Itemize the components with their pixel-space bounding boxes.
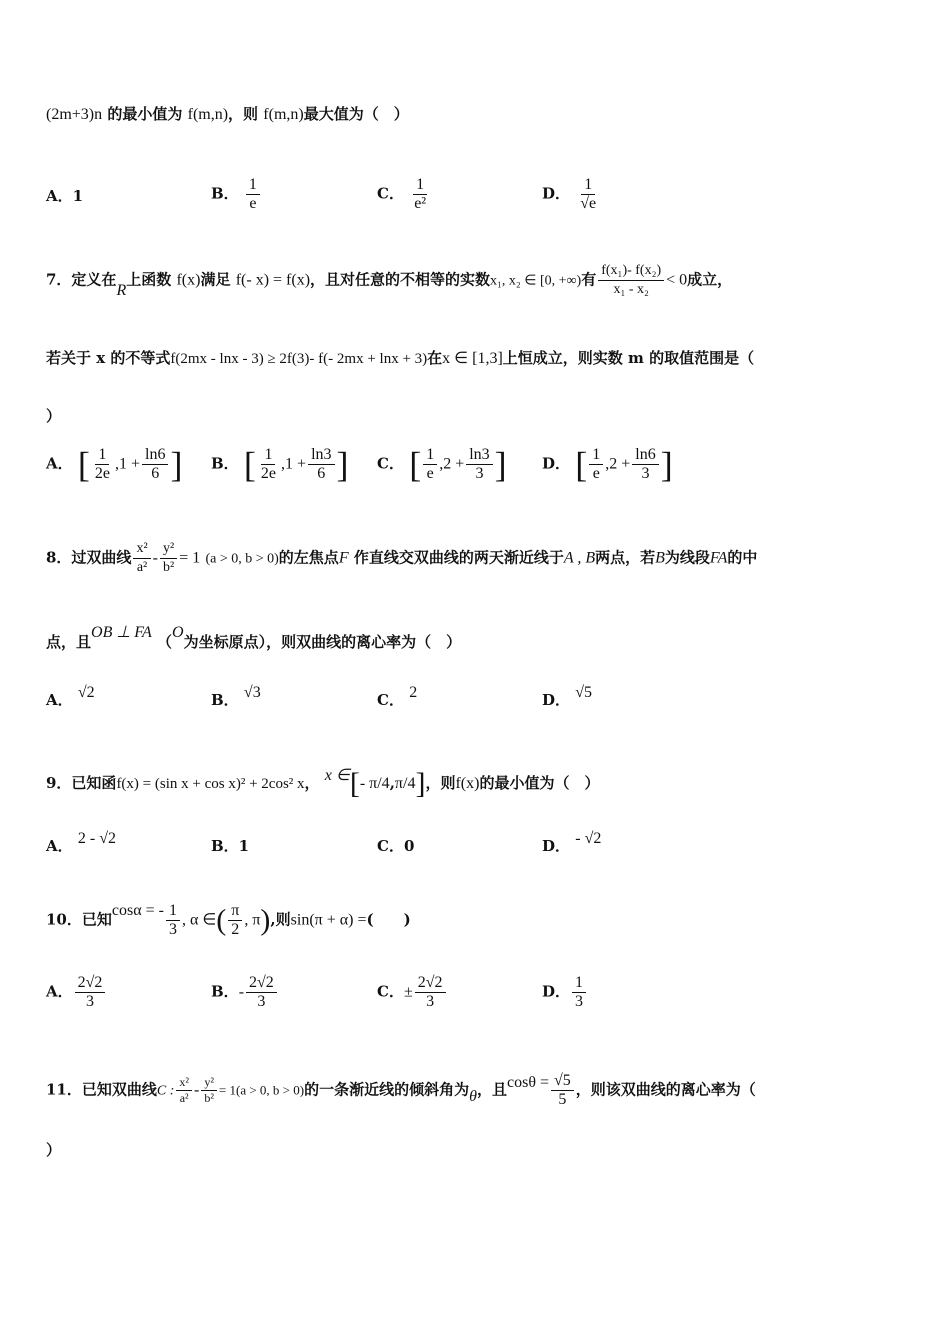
q7-stem-line1 [46, 262, 910, 299]
q7-f: f(x) [176, 271, 201, 289]
mid: ,1 + [114, 455, 141, 473]
frac [632, 446, 658, 483]
frac-num: 1 [413, 176, 427, 195]
frac-den: 6 [151, 465, 160, 482]
q6-expr3: f(m,n) [263, 106, 304, 123]
q6-stem [46, 104, 910, 125]
q8-option-b-value: √3 [243, 684, 261, 701]
minus: - [152, 549, 158, 567]
mid: ,2 + [605, 455, 631, 473]
q8-perp: OB ⊥ FA [91, 624, 152, 641]
q7-text5: 成立， [687, 270, 733, 289]
q7-range: x ∈ [1,3] [442, 350, 503, 367]
frac-den: √e [580, 195, 597, 212]
q8-option-d[interactable] [542, 684, 593, 711]
q10-option-c-label: C． [377, 982, 404, 1001]
q7-stem-line2 [46, 348, 910, 369]
frac [92, 446, 113, 483]
q9-option-d-value: - √2 [575, 830, 602, 847]
frac [75, 974, 106, 1011]
frac-den: a² [179, 1091, 189, 1105]
q8-option-c-value: 2 [409, 684, 418, 701]
q7-text1: 上函数 [126, 270, 172, 289]
frac-den: a² [136, 560, 148, 575]
frac-num: 1 [246, 176, 260, 195]
q6-text3: 最大值为（ ） [303, 105, 409, 123]
q11-theta: θ [469, 1087, 477, 1105]
frac [423, 446, 437, 483]
q10-option-d-label: D． [542, 982, 571, 1001]
frac [572, 974, 586, 1011]
frac-num: ln3 [308, 446, 334, 465]
hyperbola-x-frac [133, 540, 150, 577]
frac-den: e [592, 465, 600, 482]
q7-option-b-label: B． [211, 454, 239, 473]
q7-line2-b: 在 [427, 349, 443, 367]
right-bracket: ] [336, 444, 349, 485]
q8-stem-line2 [46, 624, 910, 653]
q7-text3: ，且对任意的不相等的实数 [310, 270, 491, 289]
frac [142, 446, 168, 483]
left-bracket: [ [77, 444, 90, 485]
q7-option-a-label: A． [46, 454, 73, 473]
left-paren: ( [216, 903, 227, 937]
q9-number: 9．已知函 [46, 774, 117, 792]
hyperbola-y-frac [201, 1075, 217, 1106]
q6-option-b-label: B． [211, 184, 239, 203]
frac-num: 2√2 [246, 974, 277, 993]
q10-option-c-sign: ± [403, 983, 413, 1001]
q9-sep: ， [304, 774, 320, 792]
q10-text2: ( ) [366, 910, 411, 929]
left-bracket: [ [349, 767, 360, 800]
q11-C: C : [156, 1083, 175, 1099]
q8-text2: 作直线交双曲线的两天渐近线于 [353, 548, 564, 567]
mid: ,1 + [281, 455, 307, 473]
q8-text5: 的中 [727, 548, 758, 567]
q8-F: F [338, 549, 349, 567]
frac-num: 1 [423, 446, 437, 465]
frac-den: e [249, 195, 257, 212]
frac-den: 3 [575, 993, 584, 1010]
frac-num: 1 [95, 446, 109, 465]
frac-num: f(x₁)- f(x₂) [598, 262, 664, 281]
frac-den: 3 [641, 465, 650, 482]
q8-text3: 两点，若 [595, 548, 656, 567]
frac-den: 5 [558, 1091, 567, 1108]
q9-option-a-label: A． [46, 837, 73, 855]
q8-AB: A , B [563, 549, 596, 567]
q6-option-d[interactable] [542, 176, 601, 213]
frac [258, 446, 279, 483]
q9-upper: π/4 [394, 775, 416, 792]
q7-option-d-label: D． [542, 454, 571, 473]
q6-option-d-frac [577, 176, 599, 213]
left-bracket: [ [243, 444, 256, 485]
q6-expr2: f(m,n) [187, 106, 229, 123]
frac-den: 3 [257, 993, 266, 1010]
frac-num: 2√2 [75, 974, 106, 993]
minus: - [193, 1081, 200, 1099]
frac-num: 1 [581, 176, 595, 195]
q10-number: 10．已知 [46, 910, 112, 929]
frac-den: 2e [260, 465, 277, 482]
q10-option-b[interactable] [211, 974, 279, 1011]
q6-expr1: (2m+3)n [46, 106, 103, 123]
frac-num: 2√2 [415, 974, 446, 993]
frac [308, 446, 334, 483]
q7-option-c[interactable] [377, 446, 507, 483]
q7-ineq: f(2mx - lnx - 3) ≥ 2f(3)- f(- 2mx + lnx + 3) [170, 351, 428, 367]
q8-option-b-label: B． [211, 691, 239, 709]
q7-number: 7．定义在 [46, 270, 117, 289]
q9-option-d-label: D． [542, 837, 571, 855]
q6-option-b-frac [246, 176, 260, 213]
frac-den: 3 [168, 921, 177, 938]
q8-option-a[interactable] [46, 684, 95, 711]
frac-den: 6 [317, 465, 326, 482]
q10-option-b-label: B． [211, 982, 239, 1001]
frac-den: 3 [475, 465, 484, 482]
q7-text2: 满足 [200, 270, 231, 289]
eq: = 1 [179, 549, 201, 567]
frac-den: 2 [231, 921, 240, 938]
frac [246, 974, 277, 1011]
hyperbola-x-frac [176, 1075, 192, 1106]
q8-text4: 为线段 [664, 548, 710, 567]
frac-den: e² [414, 195, 427, 212]
q7-option-c-label: C． [377, 454, 404, 473]
q9-text2: 的最小值为（ ） [479, 774, 600, 792]
right-paren: ) [260, 903, 271, 937]
q6-option-d-label: D． [542, 184, 571, 203]
q7-option-b[interactable] [211, 446, 349, 483]
q10-frac [166, 902, 180, 939]
q10-alpha: , α ∈ [181, 911, 217, 929]
q8-O: O [172, 624, 184, 641]
frac-num: π [228, 902, 242, 921]
q6-text1: 的最小值为 [107, 105, 183, 123]
q7-option-d[interactable] [542, 446, 673, 483]
q10-cos: cosα = - [111, 901, 164, 919]
q8-option-a-label: A． [46, 691, 73, 709]
q7-eq: f(- x) = f(x) [235, 271, 311, 289]
q8-option-b[interactable] [211, 684, 261, 711]
q11-text1: 的一条渐近线的倾斜角为 [304, 1080, 470, 1099]
frac-num: y² [160, 540, 177, 559]
q9-lower: - π/4 [359, 775, 390, 792]
frac-num: 1 [572, 974, 586, 993]
q10-pi: , π [244, 911, 261, 929]
frac-den: 3 [86, 993, 95, 1010]
q7-text4: 有 [581, 270, 597, 289]
q6-option-c-label: C． [377, 184, 404, 203]
q10-option-a[interactable] [46, 974, 107, 1011]
q10-option-a-label: A． [46, 982, 73, 1001]
q8-text1: 的左焦点 [278, 548, 339, 567]
q8-stem-line1 [46, 540, 910, 577]
frac-den: e [426, 465, 434, 482]
hyperbola-y-frac [160, 540, 177, 577]
q7-stem-line3: ） [46, 407, 62, 425]
frac-num: 1 [261, 446, 275, 465]
mid: ,2 + [439, 455, 465, 473]
right-bracket: ] [415, 767, 426, 800]
frac-den: b² [162, 560, 175, 575]
q7-frac [598, 262, 664, 299]
frac-den: b² [204, 1091, 214, 1105]
frac [415, 974, 446, 1011]
q10-pi-frac [228, 902, 242, 939]
q11-stem-line1 [46, 1072, 910, 1109]
frac-num: x² [176, 1075, 192, 1091]
frac-num: ln3 [466, 446, 492, 465]
q8-line2-b: （ [157, 633, 173, 651]
q9-function: f(x) = (sin x + cos x)² + 2cos² x [116, 776, 305, 792]
q8-line2-a: 点，且 [46, 633, 92, 651]
q11-cos: cosθ = [507, 1073, 550, 1091]
q7-option-a[interactable] [46, 446, 182, 483]
q11-stem-line2: ） [46, 1141, 62, 1159]
q11-number: 11．已知双曲线 [46, 1080, 157, 1099]
frac-num: 1 [166, 902, 180, 921]
q7-lt: < 0 [666, 271, 688, 289]
q6-text2: ，则 [228, 105, 259, 123]
frac-num: x² [133, 540, 150, 559]
q9-option-a[interactable] [46, 830, 116, 857]
frac-num: ln6 [142, 446, 168, 465]
q9-xin: x ∈ [324, 767, 350, 784]
q9-option-b[interactable]: B．1 [211, 837, 250, 855]
q8-option-d-label: D． [542, 691, 571, 709]
q9-stem: 9．已知函f(x) = (sin x + cos x)² + 2cos² x， x ∈[- π/4,π/4]，则f(x)的最小值为（ ） [46, 767, 600, 800]
q8-line2-c: 为坐标原点），则双曲线的离心率为（ ） [183, 633, 462, 651]
q9-f: f(x) [455, 775, 480, 792]
frac-num: y² [201, 1075, 217, 1091]
q8-option-c[interactable] [377, 684, 418, 711]
q8-option-a-value: √2 [77, 684, 95, 701]
frac-den: x₁ - x₂ [613, 282, 649, 297]
q11-frac [551, 1072, 574, 1109]
q6-option-a[interactable]: A．1 [46, 187, 84, 205]
q11-text2: ，且 [476, 1080, 507, 1099]
frac-num: √5 [551, 1072, 574, 1091]
q10-text1: ,则 [270, 910, 291, 929]
q7-line2-a: 若关于 x 的不等式 [46, 349, 171, 367]
frac-den: 3 [426, 993, 435, 1010]
frac-num: 1 [589, 446, 603, 465]
frac [589, 446, 603, 483]
q8-FA: FA [709, 549, 728, 567]
q10-sin: sin(π + α) = [290, 911, 367, 929]
left-bracket: [ [409, 444, 422, 485]
q9-option-c[interactable]: C．0 [377, 837, 415, 855]
q7-R: R [116, 281, 127, 299]
right-bracket: ] [660, 444, 673, 485]
frac [466, 446, 492, 483]
q9-text1: ，则 [425, 774, 456, 792]
q6-option-c[interactable] [377, 176, 431, 213]
q10-stem [46, 902, 910, 939]
q10-option-b-sign: - [238, 983, 245, 1001]
q9-option-d[interactable] [542, 830, 602, 857]
frac-num: ln6 [632, 446, 658, 465]
q8-option-c-label: C． [377, 691, 404, 709]
q8-option-d-value: √5 [575, 684, 593, 701]
left-bracket: [ [575, 444, 588, 485]
right-bracket: ] [170, 444, 183, 485]
q10-option-d[interactable] [542, 974, 588, 1011]
q9-option-a-value: 2 - √2 [77, 830, 116, 847]
q6-option-b[interactable] [211, 176, 262, 213]
q8-number: 8．过双曲线 [46, 548, 132, 567]
q11-eq: = 1(a > 0, b > 0) [218, 1082, 305, 1098]
q7-set: x₁, x₂ ∈ [0, +∞) [490, 273, 582, 289]
q7-line2-c: 上恒成立，则实数 m 的取值范围是（ [502, 349, 755, 367]
q8-B: B [655, 549, 665, 567]
right-bracket: ] [494, 444, 507, 485]
q10-option-c[interactable] [377, 974, 448, 1011]
frac-den: 2e [94, 465, 110, 482]
q8-condition: (a > 0, b > 0) [205, 551, 279, 567]
q11-text3: ，则该双曲线的离心率为（ [575, 1080, 756, 1099]
q6-option-c-frac [411, 176, 429, 213]
